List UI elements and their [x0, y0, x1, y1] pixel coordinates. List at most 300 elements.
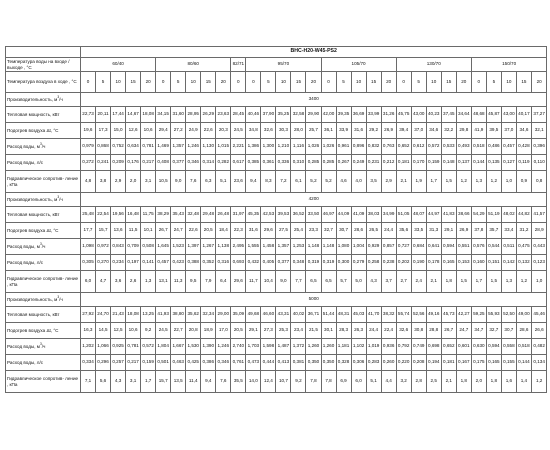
air-temp-cell: 0 — [396, 72, 411, 93]
value-cell: 1,2 — [456, 171, 471, 193]
value-cell: 0,135 — [486, 155, 501, 171]
value-cell: 0,508 — [141, 239, 156, 255]
value-cell: 0,761 — [231, 355, 246, 371]
value-cell: 9,0 — [171, 171, 186, 193]
water-temp-group: 60/40 — [81, 58, 156, 72]
value-cell: 0,572 — [426, 139, 441, 155]
value-cell: 3,6 — [111, 271, 126, 293]
value-cell: 48,02 — [501, 207, 516, 223]
value-cell: 1,253 — [291, 239, 306, 255]
value-cell: 29,48 — [201, 207, 216, 223]
value-cell: 0,781 — [141, 139, 156, 155]
value-cell: 26,9 — [456, 223, 471, 239]
value-cell: 17,7 — [81, 223, 96, 239]
value-cell: 6,5 — [321, 271, 336, 293]
value-cell: 22,54 — [96, 207, 111, 223]
row-label-water-flow-ls: Расход воды, л/с — [6, 355, 81, 371]
corner-cell — [6, 47, 81, 58]
value-cell: 38,80 — [171, 307, 186, 323]
value-cell: 46,60 — [261, 307, 276, 323]
value-cell: 3,2 — [396, 371, 411, 393]
value-cell: 0,334 — [81, 355, 96, 371]
value-cell: 0,518 — [516, 339, 531, 355]
air-temp-cell: 10 — [111, 72, 126, 93]
capacity-label: Производительность, $м^3/ч$ — [6, 193, 81, 207]
value-cell: 23,4 — [291, 323, 306, 339]
value-cell: 0,925 — [111, 339, 126, 355]
value-cell: 20,5 — [231, 323, 246, 339]
value-cell: 13,6 — [111, 223, 126, 239]
value-cell: 0,257 — [111, 355, 126, 371]
value-cell: 1,390 — [201, 339, 216, 355]
value-cell: 0,396 — [531, 139, 546, 155]
value-cell: 36,52 — [291, 207, 306, 223]
air-temp-label: Температура воздуха в ходе , °С — [6, 72, 81, 93]
value-cell: 28,6 — [516, 323, 531, 339]
air-temp-row — [6, 72, 547, 93]
value-cell: 2,1 — [426, 271, 441, 293]
value-cell: 24,4 — [381, 223, 396, 239]
table-row — [6, 139, 547, 155]
value-cell: 0,843 — [111, 239, 126, 255]
value-cell: 6,3 — [201, 171, 216, 193]
value-cell: 29,1 — [441, 223, 456, 239]
value-cell: 2,740 — [231, 339, 246, 355]
value-cell: 1,458 — [261, 239, 276, 255]
value-cell: 0,486 — [486, 139, 501, 155]
value-cell: 1,7 — [426, 171, 441, 193]
value-cell: 0,123 — [531, 255, 546, 271]
value-cell: 44,09 — [336, 207, 351, 223]
value-cell: 22,73 — [81, 107, 96, 123]
value-cell: 0,181 — [441, 355, 456, 371]
value-cell: 45,73 — [441, 307, 456, 323]
value-cell: 0,296 — [96, 355, 111, 371]
spec-table-wrapper — [5, 46, 546, 393]
value-cell: 0,727 — [396, 239, 411, 255]
water-temp-group: 80/60 — [156, 58, 231, 72]
value-cell: 6,0 — [351, 371, 366, 393]
value-cell: 0,781 — [126, 339, 141, 355]
table-title: ВНС-Н20-W45-PS2 — [81, 47, 547, 58]
value-cell: 48,68 — [471, 107, 486, 123]
value-cell: 19,6 — [81, 123, 96, 139]
value-cell: 1,260 — [321, 339, 336, 355]
value-cell: 5,1 — [216, 171, 231, 193]
value-cell: 32,7 — [486, 323, 501, 339]
value-cell: 39,53 — [276, 207, 291, 223]
table-row — [6, 339, 547, 355]
value-cell: 0,127 — [501, 155, 516, 171]
value-cell: 0,159 — [426, 155, 441, 171]
air-temp-cell: 10 — [351, 72, 366, 93]
value-cell: 4,0 — [351, 171, 366, 193]
value-cell: 1,4 — [516, 371, 531, 393]
value-cell: 0,167 — [456, 355, 471, 371]
value-cell: 0,282 — [216, 155, 231, 171]
value-cell: 16,3 — [81, 323, 96, 339]
value-cell: 30,1 — [321, 323, 336, 339]
value-cell: 25,48 — [81, 207, 96, 223]
value-cell: 12,6 — [126, 123, 141, 139]
value-cell: 0,238 — [381, 255, 396, 271]
value-cell: 0,336 — [276, 155, 291, 171]
value-cell: 0,319 — [306, 255, 321, 271]
air-temp-cell: 20 — [306, 72, 321, 93]
row-label-heat-output: Тепловая мощность, кВт — [6, 207, 81, 223]
value-cell: 0,348 — [291, 255, 306, 271]
value-cell: 0,279 — [351, 255, 366, 271]
value-cell: 0,300 — [336, 255, 351, 271]
air-temp-cell: 10 — [501, 72, 516, 93]
value-cell: 0,405 — [261, 255, 276, 271]
value-cell: 24,7 — [456, 323, 471, 339]
value-cell: 18,4 — [216, 223, 231, 239]
value-cell: 45,75 — [396, 107, 411, 123]
air-temp-cell: 15 — [126, 72, 141, 93]
value-cell: 1,523 — [171, 239, 186, 255]
value-cell: 25,3 — [276, 323, 291, 339]
value-cell: 5,2 — [321, 171, 336, 193]
value-cell: 0,208 — [411, 355, 426, 371]
value-cell: 36,69 — [351, 107, 366, 123]
value-cell: 0,153 — [456, 255, 471, 271]
value-cell: 1,3 — [501, 271, 516, 293]
air-temp-cell: 15 — [516, 72, 531, 93]
value-cell: 0,463 — [171, 355, 186, 371]
value-cell: 33,9 — [336, 123, 351, 139]
value-cell: 10,4 — [261, 271, 276, 293]
row-label-hydraulic-resistance: Гидравлическое сопротив- ление , кПа — [6, 371, 81, 393]
value-cell: 0,572 — [141, 339, 156, 355]
value-cell: 1,645 — [156, 239, 171, 255]
value-cell: 1,102 — [351, 339, 366, 355]
air-temp-cell: 20 — [141, 72, 156, 93]
value-cell: 1,804 — [156, 339, 171, 355]
value-cell: 23,6 — [231, 171, 246, 193]
value-cell: 0,272 — [81, 155, 96, 171]
row-label-water-flow-m3h: Расход воды, $м^3/ч$ — [6, 339, 81, 355]
value-cell: 45,03 — [351, 307, 366, 323]
value-cell: 13,25 — [141, 307, 156, 323]
value-cell: 31,6 — [351, 123, 366, 139]
value-cell: 1,7 — [471, 271, 486, 293]
value-cell: 0,176 — [126, 155, 141, 171]
value-cell: 31,60 — [171, 107, 186, 123]
value-cell: 0,551 — [456, 239, 471, 255]
value-cell: 0,698 — [426, 339, 441, 355]
value-cell: 24,5 — [156, 323, 171, 339]
value-cell: 0,151 — [486, 255, 501, 271]
air-temp-cell: 0 — [471, 72, 486, 93]
value-cell: 17,3 — [96, 123, 111, 139]
value-cell: 41,93 — [156, 307, 171, 323]
value-cell: 9,4 — [246, 171, 261, 193]
water-temp-group: 95/70 — [246, 58, 321, 72]
air-temp-cell: 15 — [441, 72, 456, 93]
value-cell: 0,432 — [246, 255, 261, 271]
value-cell: 5,2 — [306, 171, 321, 193]
value-cell: 22,6 — [186, 223, 201, 239]
value-cell: 9,2 — [141, 323, 156, 339]
value-cell: 1,130 — [201, 139, 216, 155]
value-cell: 5,7 — [336, 271, 351, 293]
value-cell: 1,015 — [216, 139, 231, 155]
value-cell: 2,9 — [381, 171, 396, 193]
value-cell: 7,8 — [321, 371, 336, 393]
value-cell: 6,4 — [216, 271, 231, 293]
value-cell: 9,0 — [276, 271, 291, 293]
value-cell: 0,159 — [141, 355, 156, 371]
value-cell: 22,6 — [201, 123, 216, 139]
value-cell: 0,194 — [426, 355, 441, 371]
value-cell: 9,5 — [186, 271, 201, 293]
value-cell: 3,5 — [366, 171, 381, 193]
air-temp-cell: 20 — [456, 72, 471, 93]
value-cell: 30,8 — [411, 323, 426, 339]
value-cell: 0,258 — [366, 255, 381, 271]
value-cell: 34,64 — [456, 107, 471, 123]
air-temp-cell: 5 — [411, 72, 426, 93]
air-temp-cell: 10 — [186, 72, 201, 93]
value-cell: 6,0 — [81, 271, 96, 293]
air-temp-cell: 0 — [81, 72, 96, 93]
value-cell: 0,473 — [246, 355, 261, 371]
value-cell: 0,155 — [501, 355, 516, 371]
value-cell: 10,5 — [156, 171, 171, 193]
value-cell: 37,8 — [471, 223, 486, 239]
value-cell: 0,385 — [246, 155, 261, 171]
value-cell: 4,3 — [111, 371, 126, 393]
value-cell: 2,9 — [111, 171, 126, 193]
air-temp-cell: 5 — [486, 72, 501, 93]
value-cell: 35,43 — [171, 207, 186, 223]
value-cell: 49,00 — [516, 307, 531, 323]
capacity-row — [6, 193, 547, 207]
value-cell: 21,43 — [111, 307, 126, 323]
table-row — [6, 207, 547, 223]
value-cell: 14,0 — [246, 371, 261, 393]
value-cell: 26,6 — [531, 323, 546, 339]
value-cell: 11,3 — [171, 271, 186, 293]
value-cell: 2,495 — [231, 239, 246, 255]
value-cell: 1,703 — [246, 339, 261, 355]
value-cell: 0,381 — [291, 355, 306, 371]
air-temp-cell: 10 — [276, 72, 291, 93]
value-cell: 21,5 — [306, 323, 321, 339]
value-cell: 45,87 — [486, 107, 501, 123]
value-cell: 48,07 — [411, 207, 426, 223]
value-cell: 30,7 — [336, 223, 351, 239]
value-cell: 0,285 — [306, 155, 321, 171]
value-cell: 31,3 — [426, 223, 441, 239]
value-cell: 40,46 — [246, 107, 261, 123]
value-cell: 3,8 — [96, 171, 111, 193]
value-cell: 40,17 — [516, 107, 531, 123]
value-cell: 41,57 — [531, 207, 546, 223]
value-cell: 7,1 — [81, 371, 96, 393]
value-cell: 2,6 — [126, 271, 141, 293]
value-cell: 4,6 — [336, 171, 351, 193]
value-cell: 0,501 — [156, 355, 171, 371]
value-cell: 15,7 — [96, 223, 111, 239]
value-cell: 39,35 — [336, 107, 351, 123]
row-label-air-heating: Подогрев воздуха Δt, °С — [6, 123, 81, 139]
value-cell: 14,5 — [96, 323, 111, 339]
value-cell: 1,181 — [336, 339, 351, 355]
value-cell: 0,612 — [411, 139, 426, 155]
value-cell: 35,62 — [186, 307, 201, 323]
value-cell: 1,066 — [96, 339, 111, 355]
value-cell: 28,9 — [531, 223, 546, 239]
value-cell: 20,8 — [186, 323, 201, 339]
value-cell: 10,6 — [141, 123, 156, 139]
value-cell: 0,652 — [441, 339, 456, 355]
value-cell: 14,67 — [126, 107, 141, 123]
value-cell: 4,3 — [366, 271, 381, 293]
value-cell: 29,90 — [306, 107, 321, 123]
value-cell: 48,31 — [336, 307, 351, 323]
value-cell: 1,2 — [531, 371, 546, 393]
value-cell: 38,66 — [456, 207, 471, 223]
value-cell: 35,6 — [396, 223, 411, 239]
value-cell: 12,4 — [261, 371, 276, 393]
value-cell: 0,423 — [171, 255, 186, 271]
value-cell: 1,138 — [216, 239, 231, 255]
row-label-heat-output: Тепловая мощность, кВт — [6, 307, 81, 323]
value-cell: 0,428 — [516, 139, 531, 155]
value-cell: 2,5 — [426, 371, 441, 393]
value-cell: 0,979 — [81, 139, 96, 155]
value-cell: 32,1 — [531, 123, 546, 139]
value-cell: 7,2 — [276, 171, 291, 193]
water-temp-group: 150/70 — [471, 58, 547, 72]
value-cell: 18,08 — [141, 107, 156, 123]
value-cell: 0,316 — [216, 255, 231, 271]
value-cell: 7,9 — [201, 271, 216, 293]
value-cell: 18,9 — [201, 323, 216, 339]
value-cell: 0,749 — [411, 339, 426, 355]
value-cell: 0,231 — [366, 155, 381, 171]
water-temp-row — [6, 58, 547, 72]
value-cell: 35,7 — [486, 223, 501, 239]
value-cell: 0,310 — [291, 155, 306, 171]
value-cell: 32,2 — [441, 123, 456, 139]
value-cell: 18,08 — [126, 307, 141, 323]
value-cell: 0,558 — [501, 339, 516, 355]
value-cell: 0,319 — [321, 255, 336, 271]
value-cell: 44,97 — [426, 207, 441, 223]
value-cell: 17,0 — [216, 323, 231, 339]
value-cell: 37,45 — [441, 107, 456, 123]
value-cell: 24,4 — [366, 323, 381, 339]
value-cell: 2,0 — [126, 171, 141, 193]
value-cell: 26,3 — [351, 323, 366, 339]
air-temp-cell: 15 — [291, 72, 306, 93]
value-cell: 37,0 — [501, 123, 516, 139]
value-cell: 1,9 — [411, 171, 426, 193]
value-cell: 27,5 — [276, 223, 291, 239]
value-cell: 0,444 — [261, 355, 276, 371]
value-cell: 28,6 — [351, 223, 366, 239]
value-cell: 31,6 — [246, 223, 261, 239]
value-cell: 28,45 — [231, 107, 246, 123]
value-cell: 0,260 — [381, 355, 396, 371]
table-row — [6, 355, 547, 371]
value-cell: 0,144 — [471, 155, 486, 171]
value-cell: 7,6 — [186, 171, 201, 193]
value-cell: 1,0 — [531, 271, 546, 293]
value-cell: 43,31 — [276, 307, 291, 323]
value-cell: 26,48 — [216, 207, 231, 223]
value-cell: 37,90 — [261, 107, 276, 123]
value-cell: 0,936 — [381, 339, 396, 355]
value-cell: 3,1 — [126, 371, 141, 393]
air-temp-cell: 20 — [531, 72, 546, 93]
value-cell: 0,267 — [336, 155, 351, 171]
table-row — [6, 171, 547, 193]
value-cell: 0,792 — [396, 339, 411, 355]
value-cell: 3,1 — [141, 171, 156, 193]
row-label-air-heating: Подогрев воздуха Δt, °С — [6, 323, 81, 339]
capacity-value: 3400 — [81, 93, 547, 107]
value-cell: 11,5 — [126, 223, 141, 239]
value-cell: 37,27 — [531, 107, 546, 123]
value-cell: 1,5 — [441, 171, 456, 193]
value-cell: 1,8 — [441, 271, 456, 293]
value-cell: 0,241 — [96, 155, 111, 171]
value-cell: 11,7 — [246, 271, 261, 293]
value-cell: 2,7 — [396, 271, 411, 293]
air-temp-cell: 5 — [336, 72, 351, 93]
value-cell: 49,16 — [426, 307, 441, 323]
value-cell: 32,34 — [201, 307, 216, 323]
value-cell: 45,46 — [531, 307, 546, 323]
value-cell: 34,7 — [471, 323, 486, 339]
value-cell: 1,5 — [456, 271, 471, 293]
value-cell: 26,7 — [441, 323, 456, 339]
table-row — [6, 271, 547, 293]
value-cell: 16,48 — [126, 207, 141, 223]
value-cell: 34,99 — [381, 207, 396, 223]
value-cell: 2,1 — [396, 171, 411, 193]
value-cell: 26,7 — [156, 223, 171, 239]
value-cell: 0,285 — [321, 155, 336, 171]
value-cell: 0,617 — [231, 155, 246, 171]
value-cell: 0,386 — [201, 355, 216, 371]
value-cell: 2,4 — [411, 271, 426, 293]
value-cell: 0,896 — [351, 139, 366, 155]
value-cell: 0,752 — [111, 139, 126, 155]
row-label-water-flow-ls: Расход воды, л/с — [6, 155, 81, 171]
value-cell: 20,5 — [201, 223, 216, 239]
air-temp-cell: 10 — [426, 72, 441, 93]
value-cell: 28,3 — [336, 323, 351, 339]
value-cell: 0,270 — [96, 255, 111, 271]
value-cell: 10,7 — [276, 371, 291, 393]
table-row — [6, 107, 547, 123]
value-cell: 20,3 — [216, 123, 231, 139]
value-cell: 28,95 — [186, 107, 201, 123]
value-cell: 49,68 — [246, 307, 261, 323]
value-cell: 0,142 — [501, 255, 516, 271]
capacity-value: 4200 — [81, 193, 547, 207]
row-label-water-flow-ls: Расход воды, л/с — [6, 255, 81, 271]
value-cell: 52,56 — [411, 307, 426, 323]
value-cell: 22,3 — [231, 223, 246, 239]
value-cell: 33,99 — [366, 107, 381, 123]
value-cell: 1,026 — [306, 139, 321, 155]
